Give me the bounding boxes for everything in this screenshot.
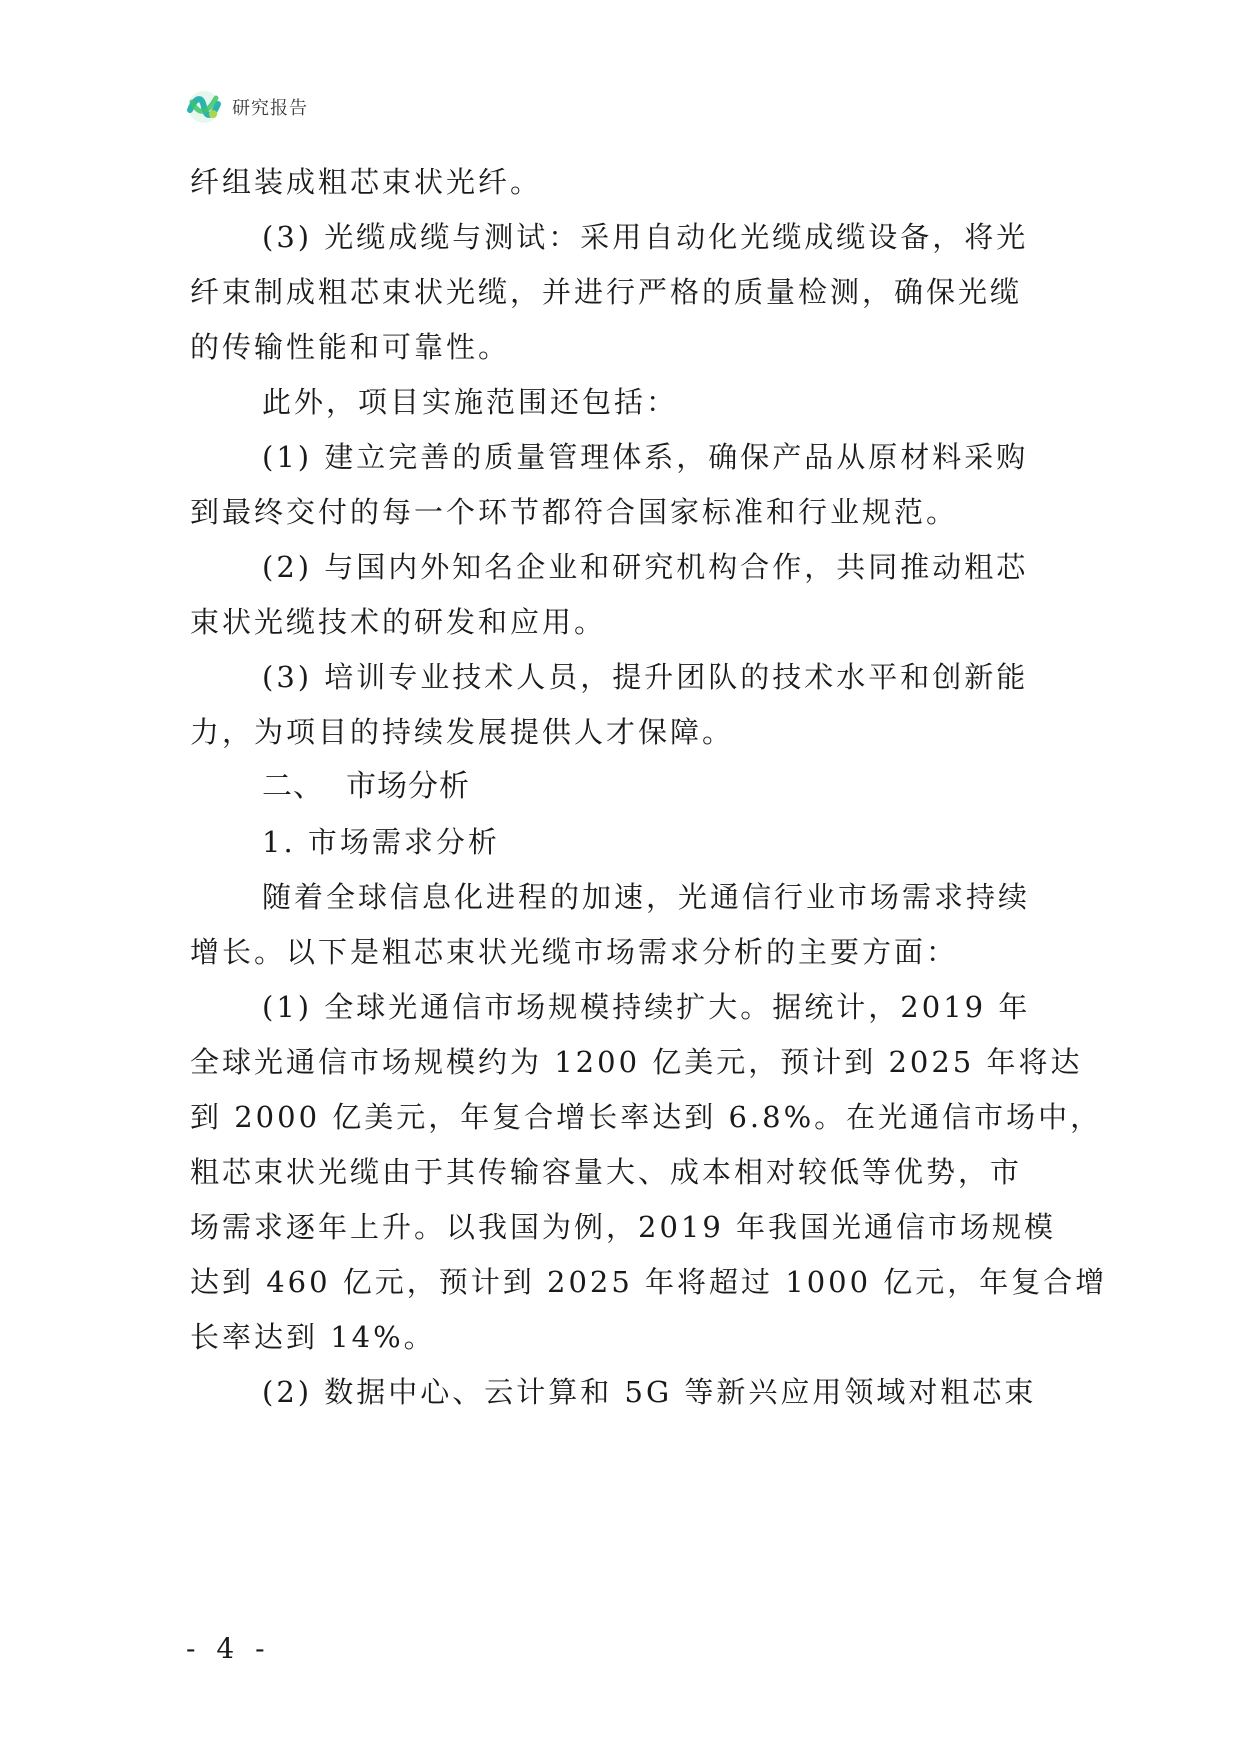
paragraph-line: 到 2000 亿美元，年复合增长率达到 6.8%。在光通信市场中， — [190, 1100, 1103, 1134]
header-title: 研究报告 — [232, 98, 308, 119]
paragraph-line: (2) 数据中心、云计算和 5G 等新兴应用领域对粗芯束 — [262, 1375, 1037, 1409]
paragraph-line: 的传输性能和可靠性。 — [190, 330, 511, 364]
paragraph-line: 达到 460 亿元，预计到 2025 年将超过 1000 亿元，年复合增 — [190, 1265, 1108, 1299]
paragraph-line: 增长。以下是粗芯束状光缆市场需求分析的主要方面： — [190, 935, 959, 969]
paragraph-line: 此外，项目实施范围还包括： — [262, 385, 679, 419]
report-logo-icon — [186, 90, 222, 124]
report-header — [186, 90, 308, 124]
paragraph-line: 纤束制成粗芯束状光缆，并进行严格的质量检测，确保光缆 — [190, 275, 1023, 309]
paragraph-line: (1) 建立完善的质量管理体系，确保产品从原材料采购 — [262, 440, 1029, 474]
paragraph-line: (1) 全球光通信市场规模持续扩大。据统计，2019 年 — [262, 990, 1031, 1024]
paragraph-line: 场需求逐年上升。以我国为例，2019 年我国光通信市场规模 — [190, 1210, 1057, 1244]
paragraph-line: 到最终交付的每一个环节都符合国家标准和行业规范。 — [190, 495, 959, 529]
paragraph-line: (3) 光缆成缆与测试：采用自动化光缆成缆设备，将光 — [262, 220, 1029, 254]
paragraph-line: 全球光通信市场规模约为 1200 亿美元，预计到 2025 年将达 — [190, 1045, 1083, 1079]
paragraph-line: 纤组装成粗芯束状光纤。 — [190, 165, 543, 199]
paragraph-line: (3) 培训专业技术人员，提升团队的技术水平和创新能 — [262, 660, 1029, 694]
page-number: - 4 - — [186, 1632, 271, 1665]
section-heading-number: 二、 — [262, 769, 324, 804]
subsection-heading: 1. 市场需求分析 — [262, 825, 500, 859]
paragraph-line: 长率达到 14%。 — [190, 1320, 436, 1354]
section-heading — [262, 765, 470, 809]
paragraph-line: 粗芯束状光缆由于其传输容量大、成本相对较低等优势，市 — [190, 1155, 1023, 1189]
paragraph-line: (2) 与国内外知名企业和研究机构合作，共同推动粗芯 — [262, 550, 1029, 584]
paragraph-line: 随着全球信息化进程的加速，光通信行业市场需求持续 — [262, 880, 1031, 914]
paragraph-line: 束状光缆技术的研发和应用。 — [190, 605, 607, 639]
paragraph-line: 力，为项目的持续发展提供人才保障。 — [190, 715, 735, 749]
section-heading-title: 市场分析 — [346, 769, 470, 804]
